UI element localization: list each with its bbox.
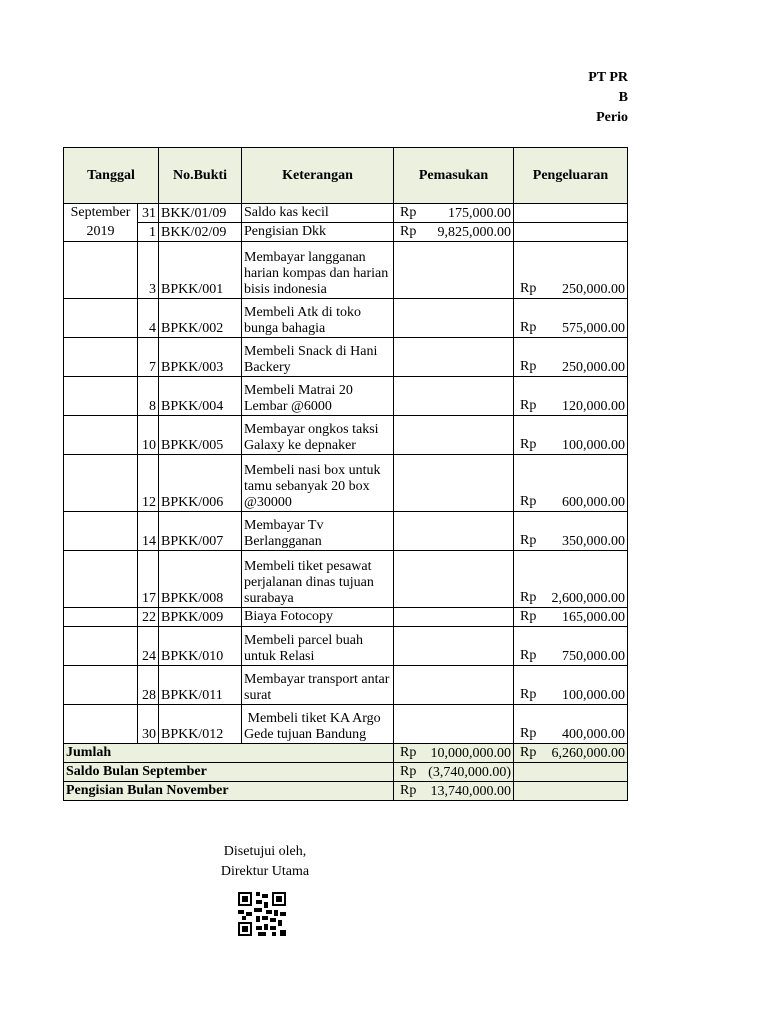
currency-label: Rp <box>520 726 537 741</box>
month-cell <box>64 666 138 705</box>
month-cell <box>64 338 138 377</box>
month-cell <box>64 242 138 299</box>
bukti-cell: BPKK/012 <box>159 705 242 744</box>
table-row <box>64 551 628 608</box>
day-cell: 24 <box>138 627 159 666</box>
amount-value: 575,000.00 <box>562 321 625 336</box>
day-cell: 1 <box>138 223 159 242</box>
pemasukan-cell <box>394 627 514 666</box>
pemasukan-cell <box>394 705 514 744</box>
month-cell <box>64 377 138 416</box>
pengeluaran-cell <box>514 627 628 666</box>
day-cell: 17 <box>138 551 159 608</box>
company-name: PT PR <box>588 70 628 85</box>
table-row <box>64 416 628 455</box>
currency-label: Rp <box>520 320 537 335</box>
amount-value: 9,825,000.00 <box>437 225 511 240</box>
keterangan-cell: Membayar langganan harian kompas dan harian bisis indonesia <box>242 242 394 299</box>
table-row <box>64 455 628 512</box>
col-pengeluaran: Pengeluaran <box>514 148 628 204</box>
amount-value: 165,000.00 <box>562 610 625 625</box>
signature-block <box>200 842 330 882</box>
total-row <box>64 763 628 782</box>
pengeluaran-cell <box>514 416 628 455</box>
day-cell: 22 <box>138 608 159 627</box>
currency-label: Rp <box>520 398 537 413</box>
col-pemasukan: Pemasukan <box>394 148 514 204</box>
day-cell: 10 <box>138 416 159 455</box>
bukti-cell: BPKK/010 <box>159 627 242 666</box>
pemasukan-cell <box>394 608 514 627</box>
total-pemasukan-cell <box>394 744 514 763</box>
keterangan-cell: Membeli Snack di Hani Backery <box>242 338 394 377</box>
currency-label: Rp <box>520 648 537 663</box>
total-label: Saldo Bulan September <box>64 763 394 782</box>
day-cell: 3 <box>138 242 159 299</box>
pemasukan-cell <box>394 242 514 299</box>
keterangan-cell: Membayar ongkos taksi Galaxy ke depnaker <box>242 416 394 455</box>
pengeluaran-cell <box>514 512 628 551</box>
currency-label: Rp <box>400 205 417 220</box>
month-cell <box>64 705 138 744</box>
currency-label: Rp <box>520 590 537 605</box>
keterangan-cell: Pengisian Dkk <box>242 223 394 242</box>
bukti-cell: BPKK/002 <box>159 299 242 338</box>
pengeluaran-cell <box>514 608 628 627</box>
currency-label: Rp <box>400 224 417 239</box>
month-cell <box>64 416 138 455</box>
month-cell: September <box>64 204 138 223</box>
total-pemasukan-cell <box>394 763 514 782</box>
approved-by-label: Disetujui oleh, <box>223 844 307 859</box>
month-cell: 2019 <box>64 223 138 242</box>
currency-label: Rp <box>520 745 537 760</box>
currency-label: Rp <box>400 764 417 779</box>
amount-value: 100,000.00 <box>562 438 625 453</box>
amount-value: 350,000.00 <box>562 534 625 549</box>
amount-value: 750,000.00 <box>562 649 625 664</box>
pengeluaran-cell <box>514 377 628 416</box>
month-cell <box>64 455 138 512</box>
amount-value: 400,000.00 <box>562 727 625 742</box>
amount-value: 250,000.00 <box>562 360 625 375</box>
pengeluaran-cell <box>514 299 628 338</box>
total-label: Pengisian Bulan November <box>64 782 394 801</box>
keterangan-cell: Membayar transport antar surat <box>242 666 394 705</box>
report-header <box>540 66 628 130</box>
total-row <box>64 782 628 801</box>
day-cell: 14 <box>138 512 159 551</box>
total-pengeluaran-cell <box>514 744 628 763</box>
pemasukan-cell <box>394 223 514 242</box>
currency-label: Rp <box>520 687 537 702</box>
table-row <box>64 627 628 666</box>
keterangan-cell: Membeli tiket KA Argo Gede tujuan Bandung <box>242 705 394 744</box>
petty-cash-table <box>63 147 628 801</box>
pemasukan-cell <box>394 338 514 377</box>
month-cell <box>64 608 138 627</box>
pemasukan-cell <box>394 416 514 455</box>
table-row <box>64 242 628 299</box>
director-title: Direktur Utama <box>220 864 310 879</box>
day-cell: 8 <box>138 377 159 416</box>
pengeluaran-cell <box>514 223 628 242</box>
bukti-cell: BPKK/003 <box>159 338 242 377</box>
qr-code-icon <box>238 892 286 936</box>
pemasukan-cell <box>394 551 514 608</box>
day-cell: 12 <box>138 455 159 512</box>
day-cell: 7 <box>138 338 159 377</box>
bukti-cell: BPKK/005 <box>159 416 242 455</box>
bukti-cell: BPKK/004 <box>159 377 242 416</box>
amount-value: 175,000.00 <box>448 206 511 221</box>
pemasukan-cell <box>394 512 514 551</box>
keterangan-cell: Membeli tiket pesawat perjalanan dinas tujuan surabaya <box>242 551 394 608</box>
total-pengeluaran-cell <box>514 763 628 782</box>
currency-label: Rp <box>520 437 537 452</box>
keterangan-cell: Membeli parcel buah untuk Relasi <box>242 627 394 666</box>
bukti-cell: BPKK/001 <box>159 242 242 299</box>
keterangan-cell: Membeli nasi box untuk tamu sebanyak 20 box @30000 <box>242 455 394 512</box>
pemasukan-cell <box>394 299 514 338</box>
currency-label: Rp <box>520 359 537 374</box>
amount-value: 600,000.00 <box>562 495 625 510</box>
keterangan-cell: Membeli Atk di toko bunga bahagia <box>242 299 394 338</box>
month-cell <box>64 512 138 551</box>
pemasukan-cell <box>394 204 514 223</box>
report-period: Perio <box>596 110 628 125</box>
table-row <box>64 223 628 242</box>
bukti-cell: BPKK/006 <box>159 455 242 512</box>
table-row <box>64 338 628 377</box>
currency-label: Rp <box>520 609 537 624</box>
col-tanggal: Tanggal <box>64 148 159 204</box>
pemasukan-cell <box>394 377 514 416</box>
table-row <box>64 512 628 551</box>
month-cell <box>64 627 138 666</box>
amount-value: 2,600,000.00 <box>551 591 625 606</box>
amount-value: 6,260,000.00 <box>551 746 625 761</box>
amount-value: 100,000.00 <box>562 688 625 703</box>
pengeluaran-cell <box>514 455 628 512</box>
day-cell: 4 <box>138 299 159 338</box>
month-cell <box>64 299 138 338</box>
table-row <box>64 666 628 705</box>
col-no-bukti: No.Bukti <box>159 148 242 204</box>
total-label: Jumlah <box>64 744 394 763</box>
bukti-cell: BPKK/009 <box>159 608 242 627</box>
day-cell: 28 <box>138 666 159 705</box>
currency-label: Rp <box>520 281 537 296</box>
pengeluaran-cell <box>514 242 628 299</box>
currency-label: Rp <box>400 745 417 760</box>
amount-value: 250,000.00 <box>562 282 625 297</box>
bukti-cell: BKK/02/09 <box>159 223 242 242</box>
bukti-cell: BKK/01/09 <box>159 204 242 223</box>
currency-label: Rp <box>400 783 417 798</box>
amount-value: 10,000,000.00 <box>430 746 511 761</box>
total-row <box>64 744 628 763</box>
keterangan-cell: Saldo kas kecil <box>242 204 394 223</box>
month-cell <box>64 551 138 608</box>
pemasukan-cell <box>394 666 514 705</box>
currency-label: Rp <box>520 533 537 548</box>
pengeluaran-cell <box>514 551 628 608</box>
pengeluaran-cell <box>514 338 628 377</box>
table-header-row <box>64 148 628 204</box>
bukti-cell: BPKK/011 <box>159 666 242 705</box>
total-pemasukan-cell <box>394 782 514 801</box>
col-keterangan: Keterangan <box>242 148 394 204</box>
pengeluaran-cell <box>514 204 628 223</box>
total-pengeluaran-cell <box>514 782 628 801</box>
amount-value: 120,000.00 <box>562 399 625 414</box>
day-cell: 30 <box>138 705 159 744</box>
pengeluaran-cell <box>514 666 628 705</box>
keterangan-cell: Membayar Tv Berlangganan <box>242 512 394 551</box>
pemasukan-cell <box>394 455 514 512</box>
amount-value: 13,740,000.00 <box>430 784 511 799</box>
report-title: B <box>618 90 628 105</box>
table-row <box>64 608 628 627</box>
amount-value: (3,740,000.00) <box>428 765 511 780</box>
bukti-cell: BPKK/007 <box>159 512 242 551</box>
table-row <box>64 204 628 223</box>
keterangan-cell: Biaya Fotocopy <box>242 608 394 627</box>
bukti-cell: BPKK/008 <box>159 551 242 608</box>
table-row <box>64 299 628 338</box>
keterangan-cell: Membeli Matrai 20 Lembar @6000 <box>242 377 394 416</box>
table-row <box>64 377 628 416</box>
pengeluaran-cell <box>514 705 628 744</box>
currency-label: Rp <box>520 494 537 509</box>
day-cell: 31 <box>138 204 159 223</box>
table-row <box>64 705 628 744</box>
